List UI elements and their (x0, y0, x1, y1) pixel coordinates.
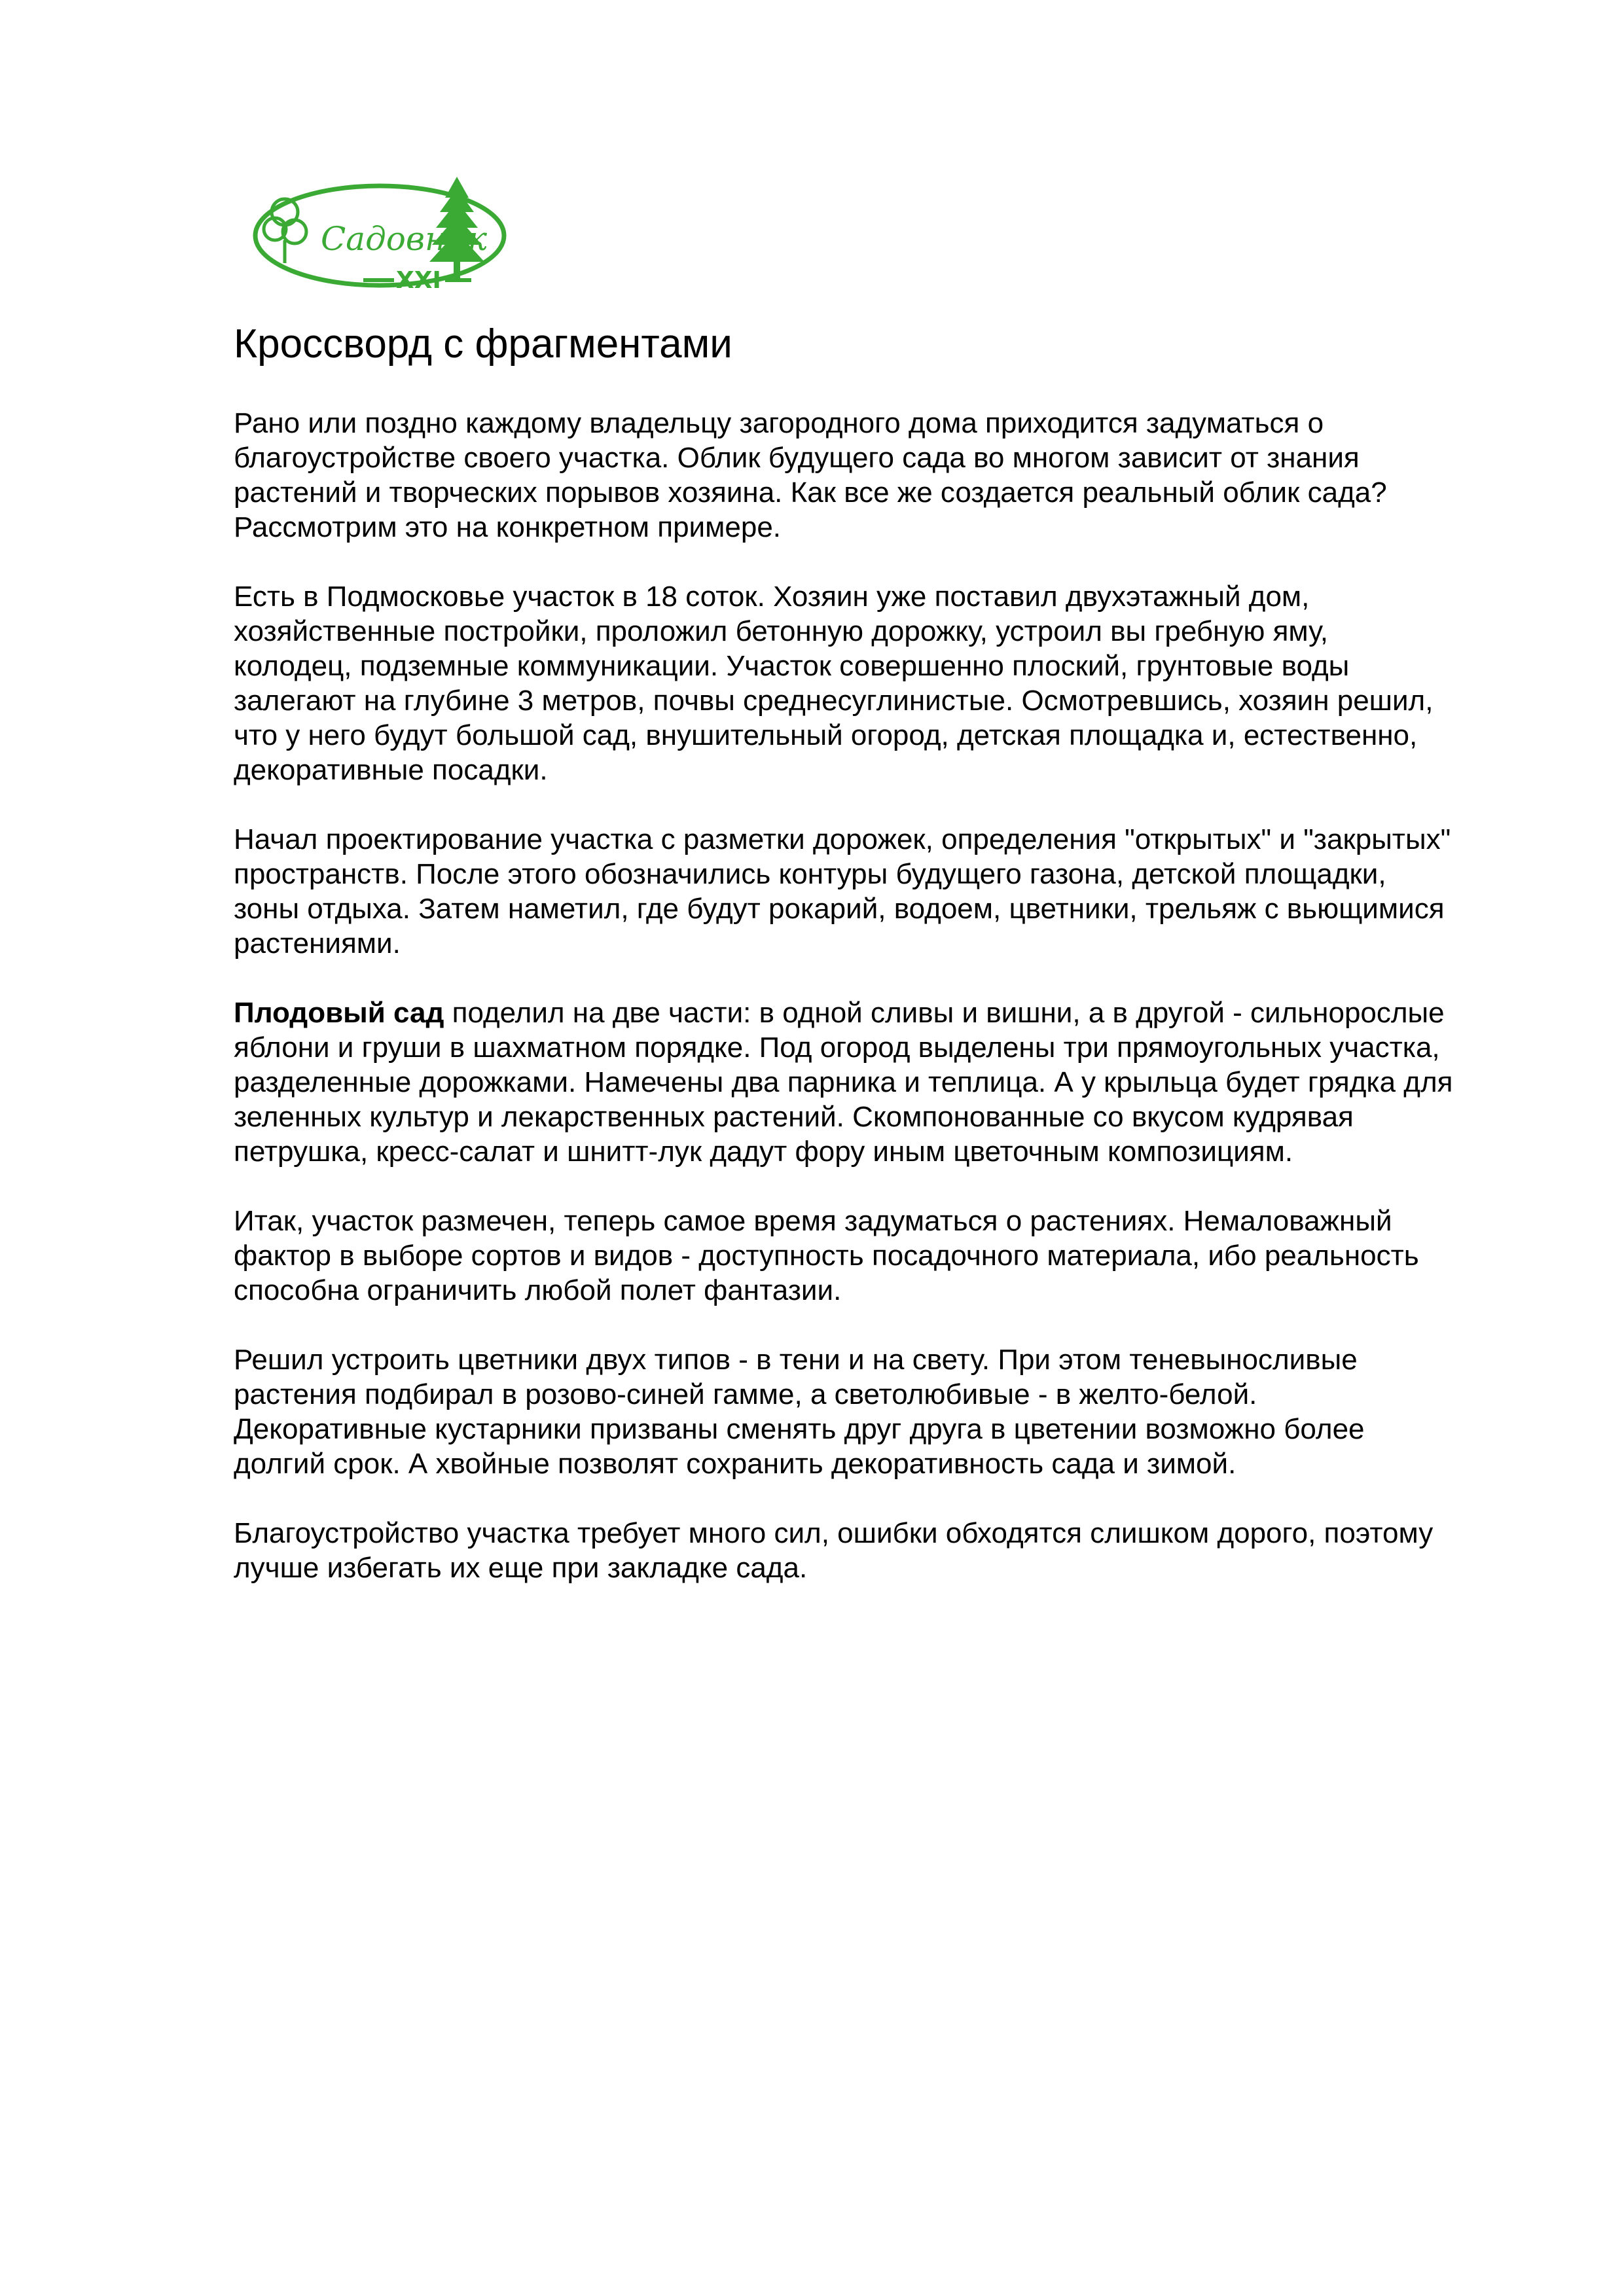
text-line (234, 996, 1569, 1030)
text-line: Декоративные кустарники призваны сменять друг друга в цветении возможно более (234, 1413, 1365, 1445)
text-line: лучше избегать их еще при закладке сада. (234, 1552, 808, 1584)
text-line: колодец, подземные коммуникации. Участок совершенно плоский, грунтовые воды (234, 650, 1350, 682)
text-line: хозяйственные постройки, проложил бетонную дорожку, устроил вы гребную яму, (234, 615, 1328, 647)
text-line: Итак, участок размечен, теперь самое время задуматься о растениях. Немаловажный (234, 1205, 1392, 1237)
text-line: пространств. После этого обозначились контуры будущего газона, детской площадки, (234, 858, 1386, 890)
page-title: Кроссворд с фрагментами (234, 321, 732, 367)
text-line: Начал проектирование участка с разметки дорожек, определения "открытых" и "закрытых" (234, 823, 1451, 855)
logo (249, 171, 511, 296)
text-line: Рассмотрим это на конкретном примере. (234, 511, 782, 543)
text-line: Решил устроить цветники двух типов - в тени и на свету. При этом теневыносливые (234, 1344, 1358, 1376)
text-line: разделенные дорожками. Намечены два парника и теплица. А у крыльца будет грядка для (234, 1066, 1453, 1098)
text-line: яблони и груши в шахматном порядке. Под огород выделены три прямоугольных участка, (234, 1031, 1440, 1064)
paragraph-3 (234, 822, 1569, 961)
paragraph-5 (234, 1204, 1569, 1308)
paragraph-6 (234, 1342, 1569, 1481)
text-line: благоустройстве своего участка. Облик будущего сада во многом зависит от знания (234, 442, 1360, 474)
text-line: фактор в выборе сортов и видов - доступность посадочного материала, ибо реальность (234, 1240, 1419, 1272)
paragraph-7 (234, 1516, 1569, 1585)
text-line: Есть в Подмосковье участок в 18 соток. Хозяин уже поставил двухэтажный дом, (234, 581, 1310, 613)
text-line: зеленных культур и лекарственных растений. Скомпонованные со вкусом кудрявая (234, 1101, 1354, 1133)
logo-text: Садовник (321, 220, 487, 258)
text-line: растениями. (234, 927, 401, 960)
paragraph-2 (234, 579, 1569, 787)
text-line: зоны отдыха. Затем наметил, где будут рокарий, водоем, цветники, трельяж с вьющимися (234, 893, 1445, 925)
text-line: залегают на глубине 3 метров, почвы среднесуглинистые. Осмотревшись, хозяин решил, (234, 685, 1434, 717)
first-line-rest: поделил на две части: в одной сливы и вишни, а в другой - сильнорослые (444, 997, 1445, 1029)
text-line: растений и творческих порывов хозяина. Как все же создается реальный облик сада? (234, 476, 1387, 509)
logo-suffix: XXI (396, 267, 441, 294)
paragraph-1 (234, 406, 1569, 545)
text-line: декоративные посадки. (234, 754, 548, 786)
bold-lead: Плодовый сад (234, 997, 444, 1029)
text-line: растения подбирал в розово-синей гамме, а светолюбивые - в желто-белой. (234, 1378, 1257, 1410)
text-line: Рано или поздно каждому владельцу загородного дома приходится задуматься о (234, 407, 1324, 439)
text-line: петрушка, кресс-салат и шнитт-лук дадут фору иным цветочным композициям. (234, 1136, 1293, 1168)
text-line: что у него будут большой сад, внушительный огород, детская площадка и, естественно, (234, 719, 1418, 751)
article-body (234, 406, 1569, 1620)
text-line: Благоустройство участка требует много сил, ошибки обходятся слишком дорого, поэтому (234, 1517, 1434, 1549)
paragraph-4 (234, 996, 1569, 1169)
text-line: способна ограничить любой полет фантазии. (234, 1274, 842, 1306)
text-line: долгий срок. А хвойные позволят сохранить декоративность сада и зимой. (234, 1448, 1236, 1480)
